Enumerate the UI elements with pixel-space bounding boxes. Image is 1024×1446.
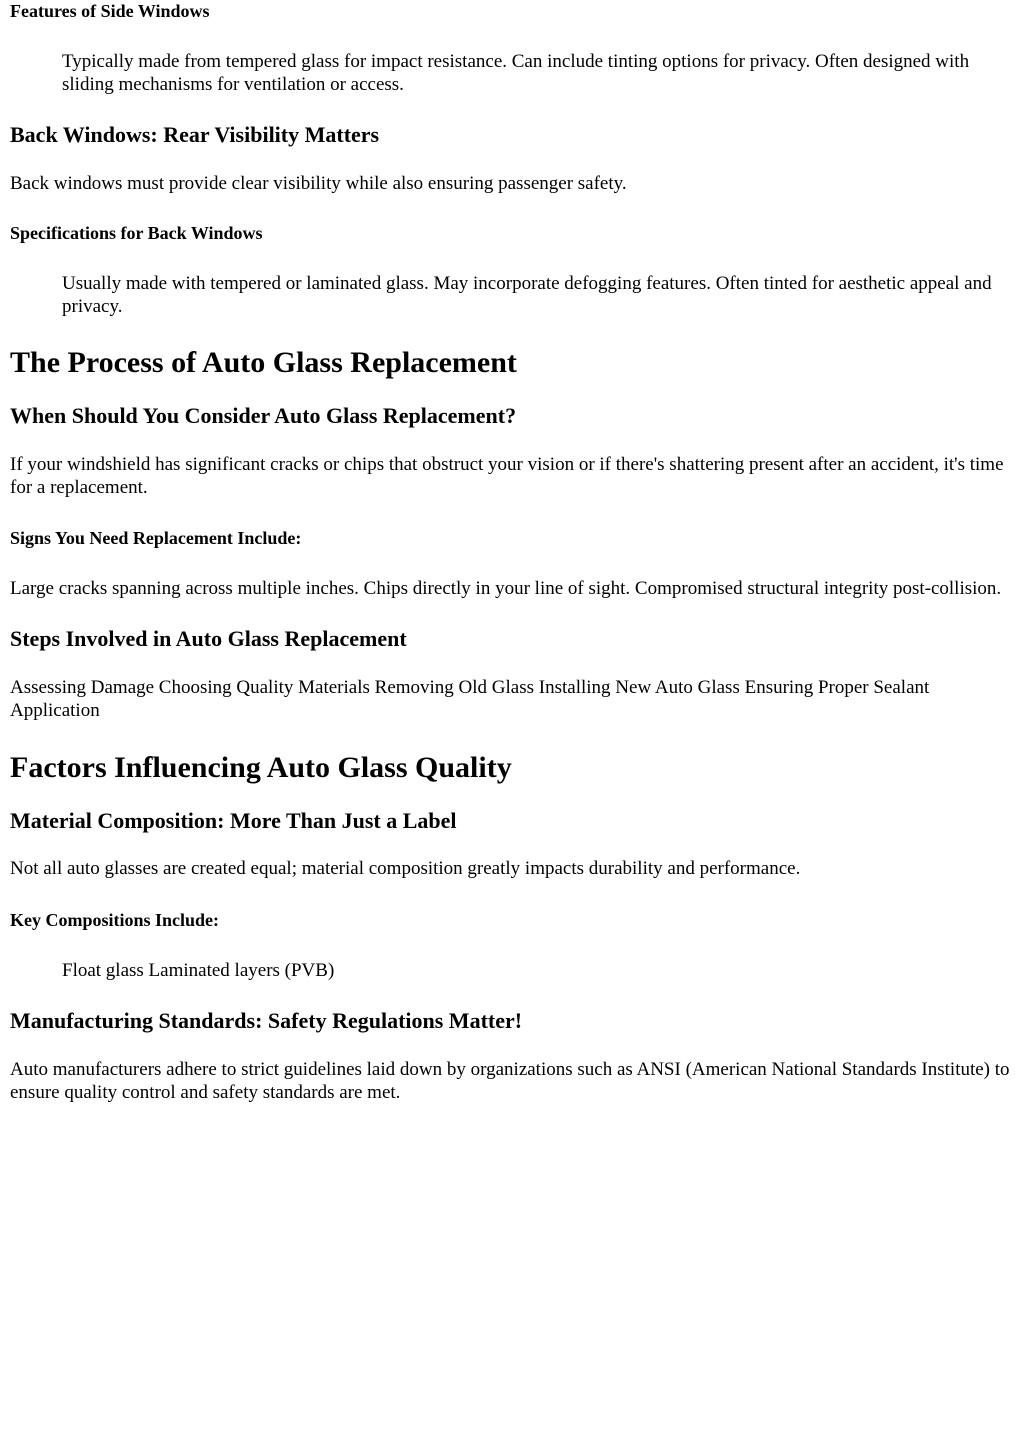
steps-text: Assessing Damage Choosing Quality Materials Removing Old Glass Installing New Auto Glass Ensuring Proper Sealant Application bbox=[10, 677, 930, 721]
side-windows-features-heading: Features of Side Windows bbox=[10, 1, 210, 21]
standards-heading: Manufacturing Standards: Safety Regulations Matter! bbox=[10, 1008, 523, 1033]
back-windows-specs-text: Usually made with tempered or laminated glass. May incorporate defogging features. Often tinted for aesthetic appeal and privacy. bbox=[62, 273, 992, 317]
material-heading: Material Composition: More Than Just a Label bbox=[10, 808, 457, 833]
when-replace-heading: When Should You Consider Auto Glass Replacement? bbox=[10, 403, 517, 428]
back-windows-heading: Back Windows: Rear Visibility Matters bbox=[10, 122, 380, 147]
quality-heading: Factors Influencing Auto Glass Quality bbox=[10, 751, 512, 784]
back-windows-intro: Back windows must provide clear visibility while also ensuring passenger safety. bbox=[10, 173, 627, 194]
compositions-text: Float glass Laminated layers (PVB) bbox=[62, 960, 335, 981]
process-heading: The Process of Auto Glass Replacement bbox=[10, 346, 517, 379]
signs-heading: Signs You Need Replacement Include: bbox=[10, 528, 302, 548]
side-windows-features-text: Typically made from tempered glass for impact resistance. Can include tinting options for privacy. Often designed with sliding mechanisms for ventilation or access. bbox=[62, 51, 970, 95]
standards-text: Auto manufacturers adhere to strict guidelines laid down by organizations such as ANSI (American National Standards Institute) to ensure quality control and safety standards are met. bbox=[10, 1059, 1010, 1103]
material-text: Not all auto glasses are created equal; material composition greatly impacts durability and performance. bbox=[10, 858, 801, 879]
compositions-heading: Key Compositions Include: bbox=[10, 910, 220, 930]
steps-heading: Steps Involved in Auto Glass Replacement bbox=[10, 626, 407, 651]
back-windows-specs-heading: Specifications for Back Windows bbox=[10, 223, 263, 243]
when-replace-text: If your windshield has significant cracks or chips that obstruct your vision or if there's shattering present after an accident, it's time for a replacement. bbox=[10, 454, 1004, 498]
signs-text: Large cracks spanning across multiple inches. Chips directly in your line of sight. Compromised structural integrity post-collision. bbox=[10, 578, 1002, 599]
